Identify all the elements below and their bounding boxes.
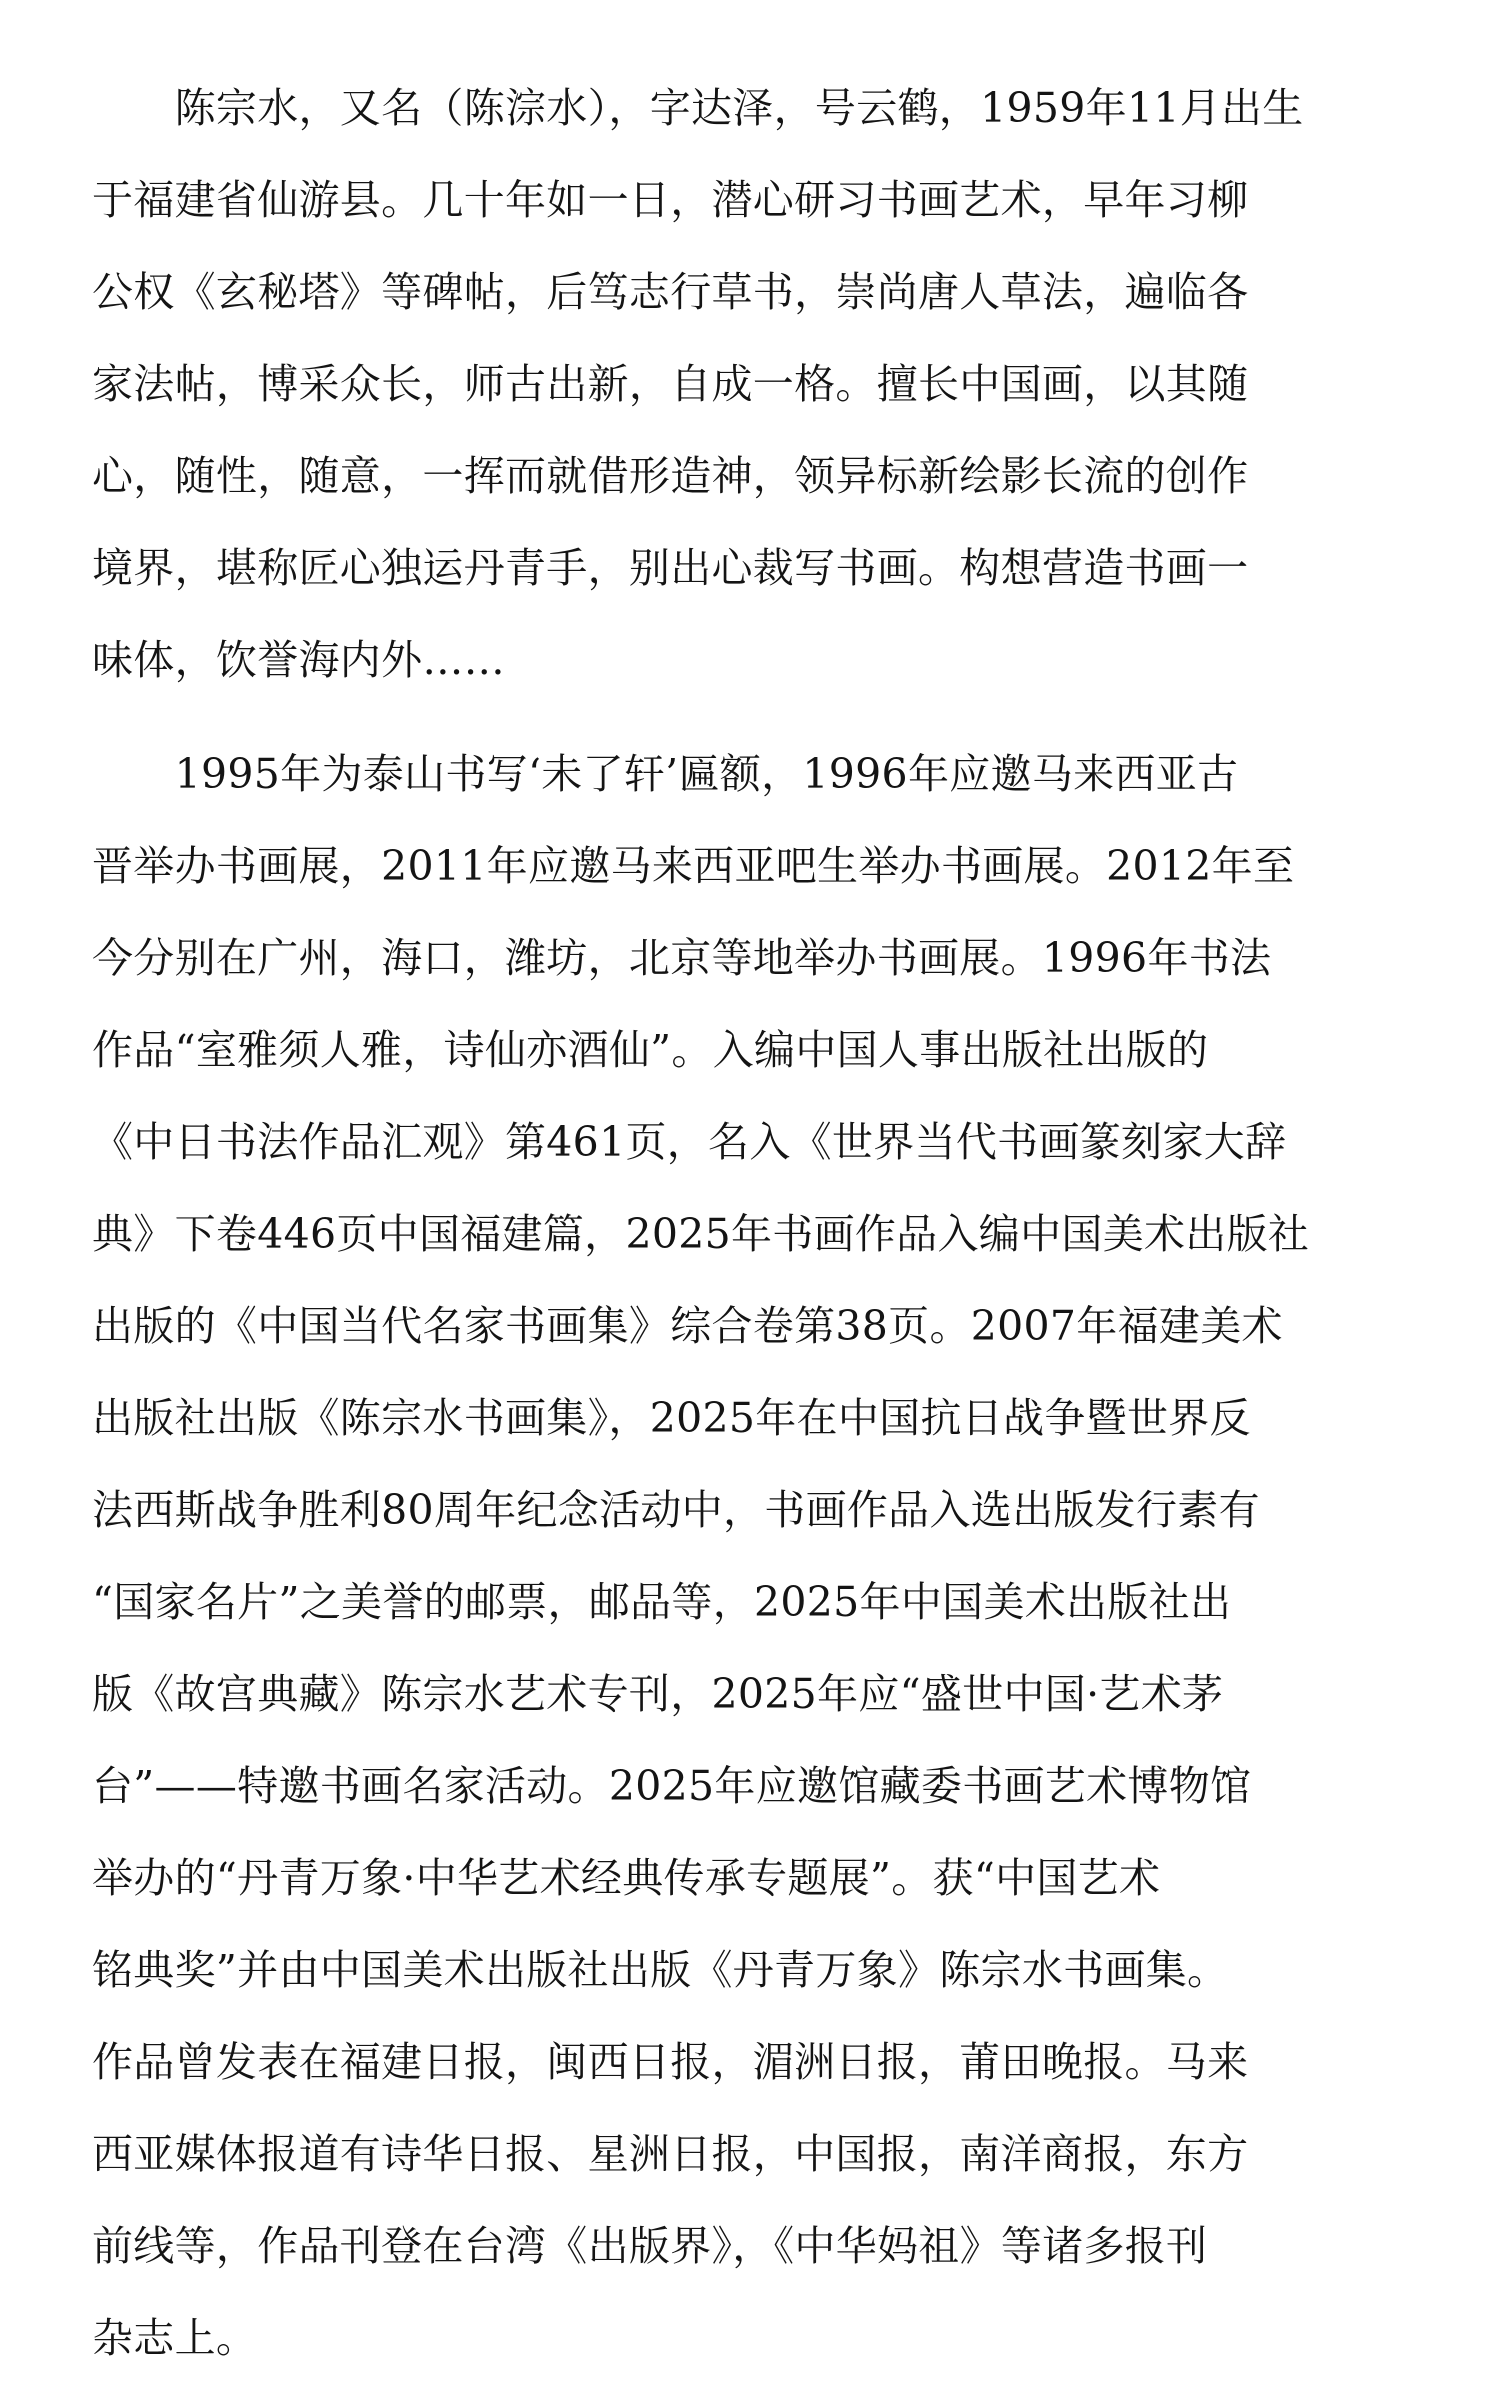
text-line: 作品“室雅须人雅，诗仙亦酒仙”。入编中国人事出版社出版的: [92, 1026, 1209, 1074]
text-line: 家法帖，博采众长，师古出新，自成一格。擅长中国画，以其随: [92, 360, 1249, 408]
text-line: 作品曾发表在福建日报，闽西日报，湄洲日报，莆田晚报。马来: [92, 2038, 1249, 2086]
text-line: 《中日书法作品汇观》第461页，名入《世界当代书画篆刻家大辞: [92, 1118, 1287, 1166]
text-line: 典》下卷446页中国福建篇，2025年书画作品入编中国美术出版社: [92, 1210, 1310, 1258]
text-line: 境界，堪称匠心独运丹青手，别出心裁写书画。构想营造书画一: [92, 544, 1249, 592]
paragraph-achievements: [92, 744, 1422, 2400]
text-line: 陈宗水，又名（陈淙水），字达泽，号云鹤，1959年11月出生: [92, 84, 1304, 132]
text-line: 味体，饮誉海内外……: [92, 636, 505, 684]
text-line: 今分别在广州，海口，潍坊，北京等地举办书画展。1996年书法: [92, 934, 1272, 982]
text-line: 杂志上。: [92, 2314, 258, 2362]
text-line: 举办的“丹青万象·中华艺术经典传承专题展”。获“中国艺术: [92, 1854, 1161, 1902]
text-line: 铭典奖”并由中国美术出版社出版《丹青万象》陈宗水书画集。: [92, 1946, 1229, 1994]
text-line: 晋举办书画展，2011年应邀马来西亚吧生举办书画展。2012年至: [92, 842, 1295, 890]
text-line: 版《故宫典藏》陈宗水艺术专刊，2025年应“盛世中国·艺术茅: [92, 1670, 1224, 1718]
text-line: 出版的《中国当代名家书画集》综合卷第38页。2007年福建美术: [92, 1302, 1283, 1350]
text-line: 西亚媒体报道有诗华日报、星洲日报，中国报，南洋商报，东方: [92, 2130, 1249, 2178]
text-line: 前线等，作品刊登在台湾《出版界》，《中华妈祖》等诸多报刊: [92, 2222, 1208, 2270]
text-line: 公权《玄秘塔》等碑帖，后笃志行草书，崇尚唐人草法，遍临各: [92, 268, 1249, 316]
text-line: “国家名片”之美誉的邮票，邮品等，2025年中国美术出版社出: [92, 1578, 1232, 1626]
text-line: 于福建省仙游县。几十年如一日，潜心研习书画艺术，早年习柳: [92, 176, 1249, 224]
text-line: 出版社出版《陈宗水书画集》，2025年在中国抗日战争暨世界反: [92, 1394, 1251, 1442]
text-line: 心，随性，随意，一挥而就借形造神，领异标新绘影长流的创作: [92, 452, 1249, 500]
paragraph-gap: [92, 722, 1422, 744]
text-line: 台”——特邀书画名家活动。2025年应邀馆藏委书画艺术博物馆: [92, 1762, 1252, 1810]
text-line: 1995年为泰山书写‘未了轩’匾额，1996年应邀马来西亚古: [92, 750, 1239, 798]
document-page: [92, 78, 1422, 2400]
text-line: 法西斯战争胜利80周年纪念活动中，书画作品入选出版发行素有: [92, 1486, 1260, 1534]
paragraph-biography: [92, 78, 1422, 722]
